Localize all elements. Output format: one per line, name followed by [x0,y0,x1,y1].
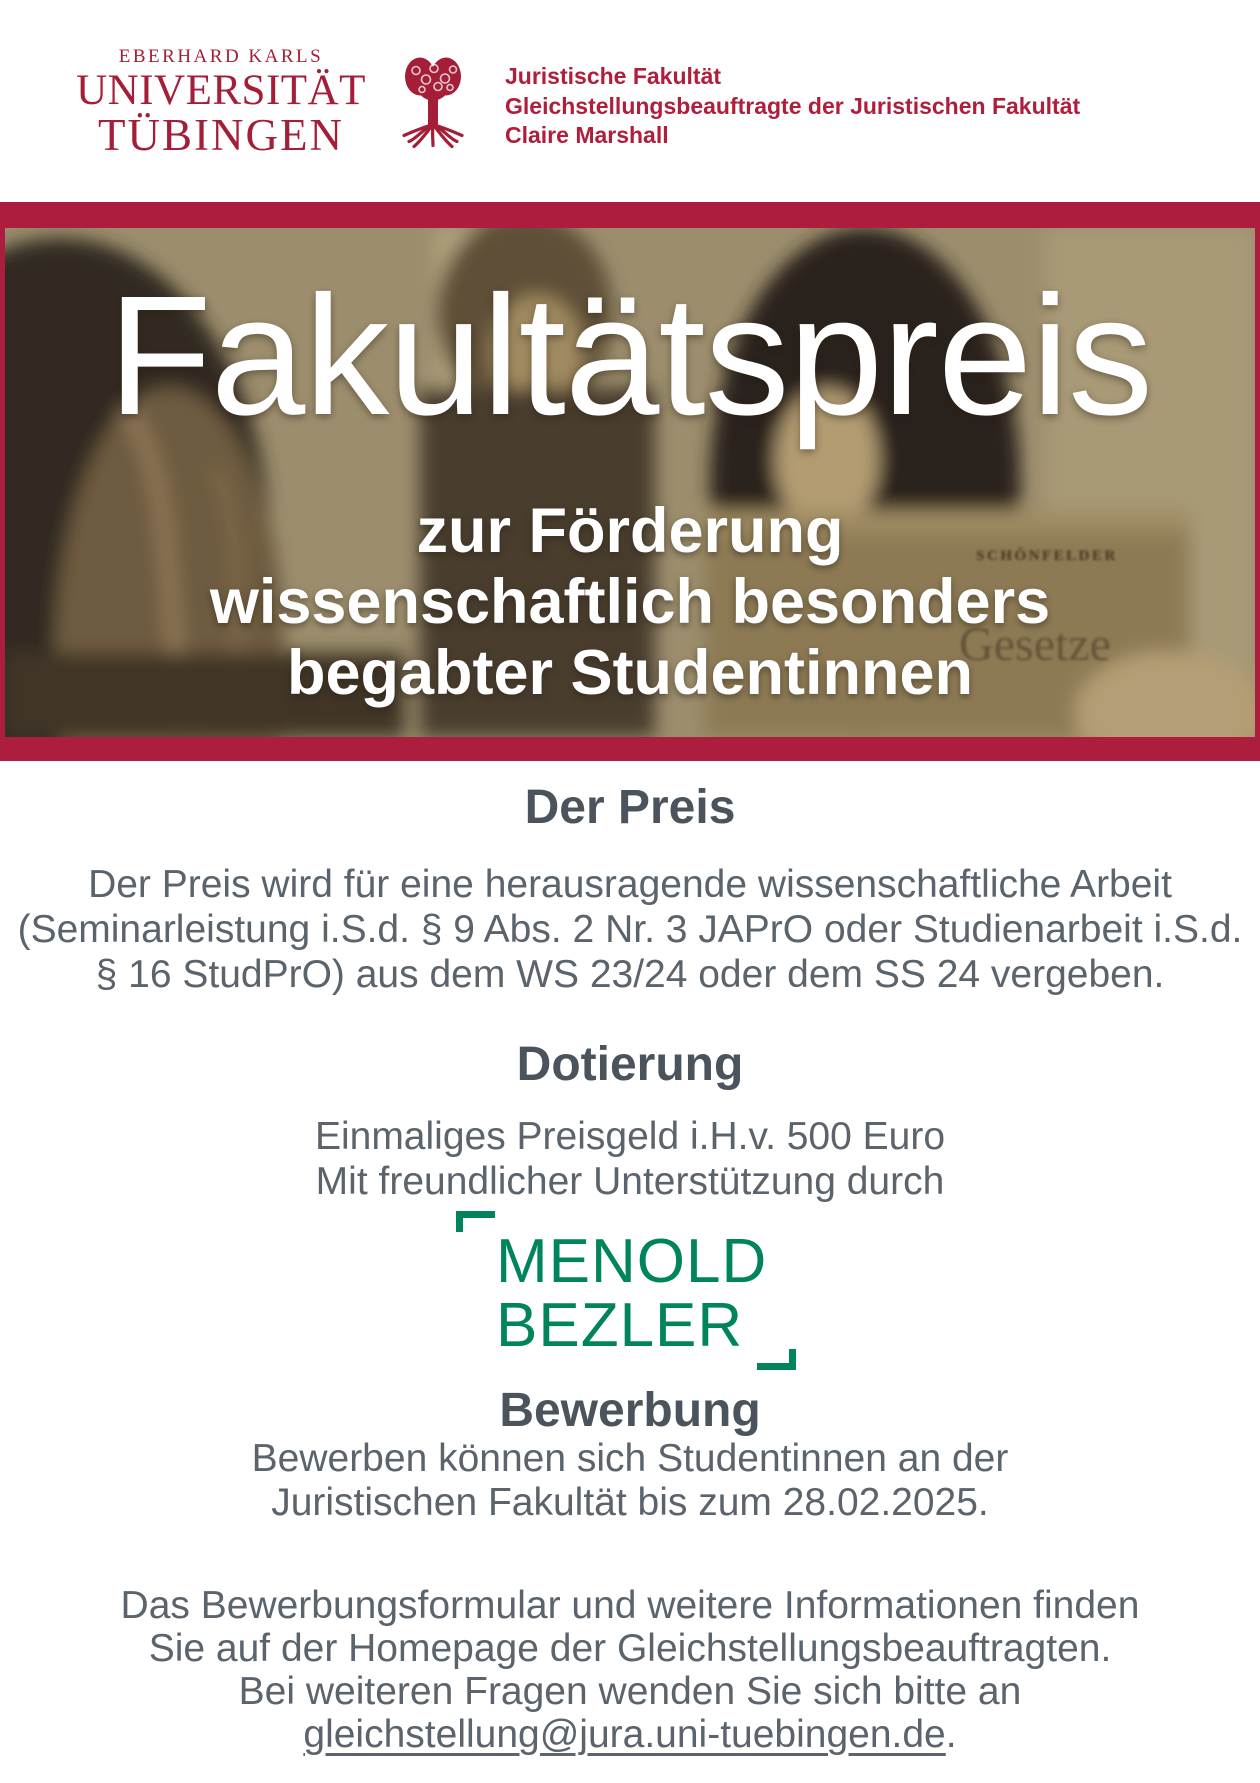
body-line: § 16 StudPrO) aus dem WS 23/24 oder dem SS 24 vergeben. [95,953,1165,996]
faculty-line-department: Juristische Fakultät [505,63,722,89]
section-heading-preis: Der Preis [524,781,736,834]
hero-subtitle [5,496,1255,709]
body-line: Bei weiteren Fragen wenden Sie sich bitte an [238,1670,1022,1713]
university-logo-pre: EBERHARD KARLS [118,46,324,67]
book-label-top: SCHÖNFELDER [976,548,1118,564]
application-info-text [0,1584,1260,1756]
body-line: (Seminarleistung i.S.d. § 9 Abs. 2 Nr. 3 JAPrO oder Studienarbeit i.S.d. [17,908,1243,951]
corner-bracket-bottom-right-icon [757,1349,796,1370]
hero-subtitle-line: wissenschaftlich besonders [209,567,1051,637]
section-text-bewerbung [0,1437,1260,1525]
university-logo [76,46,366,160]
university-logo-name: UNIVERSITÄT [76,67,366,114]
book-label-main: Gesetze [959,618,1111,671]
hero-banner [0,202,1260,761]
email-line [0,1713,1260,1756]
body-line: Einmaliges Preisgeld i.H.v. 500 Euro [314,1115,946,1158]
hero-photo [5,228,1255,737]
faculty-info [505,62,1080,151]
section-text-preis [0,862,1260,997]
sponsor-logo-menold-bezler [496,1227,768,1360]
body-line: Der Preis wird für eine herausragende wissenschaftliche Arbeit [88,863,1172,906]
university-logo-city: TÜBINGEN [98,110,344,160]
sponsor-name-line2: BEZLER [496,1291,744,1360]
body-line: Bewerben können sich Studentinnen an der [251,1437,1009,1480]
body-line: Das Bewerbungsformular und weitere Informationen finden [120,1584,1140,1627]
email-suffix: . [945,1713,957,1756]
body-line: Juristischen Fakultät bis zum 28.02.2025. [271,1481,989,1524]
section-text-dotierung [0,1114,1260,1204]
email-link[interactable]: gleichstellung@jura.uni-tuebingen.de [303,1713,946,1756]
hero-subtitle-line: zur Förderung [416,496,844,566]
section-heading-bewerbung: Bewerbung [499,1384,761,1437]
tree-icon [401,53,465,150]
faculty-line-office: Gleichstellungsbeauftragte der Juristischen Fakultät [505,92,1081,119]
hero-title: Fakultätspreis [107,261,1153,451]
faculty-line-person: Claire Marshall [505,122,669,148]
section-heading-dotierung: Dotierung [516,1038,744,1091]
hero-subtitle-line: begabter Studentinnen [286,638,974,708]
body-line: Sie auf der Homepage der Gleichstellungsbeauftragten. [148,1627,1112,1670]
sponsor-name-line1: MENOLD [496,1227,768,1296]
body-line: Mit freundlicher Unterstützung durch [315,1160,945,1203]
corner-bracket-top-left-icon [456,1211,495,1232]
